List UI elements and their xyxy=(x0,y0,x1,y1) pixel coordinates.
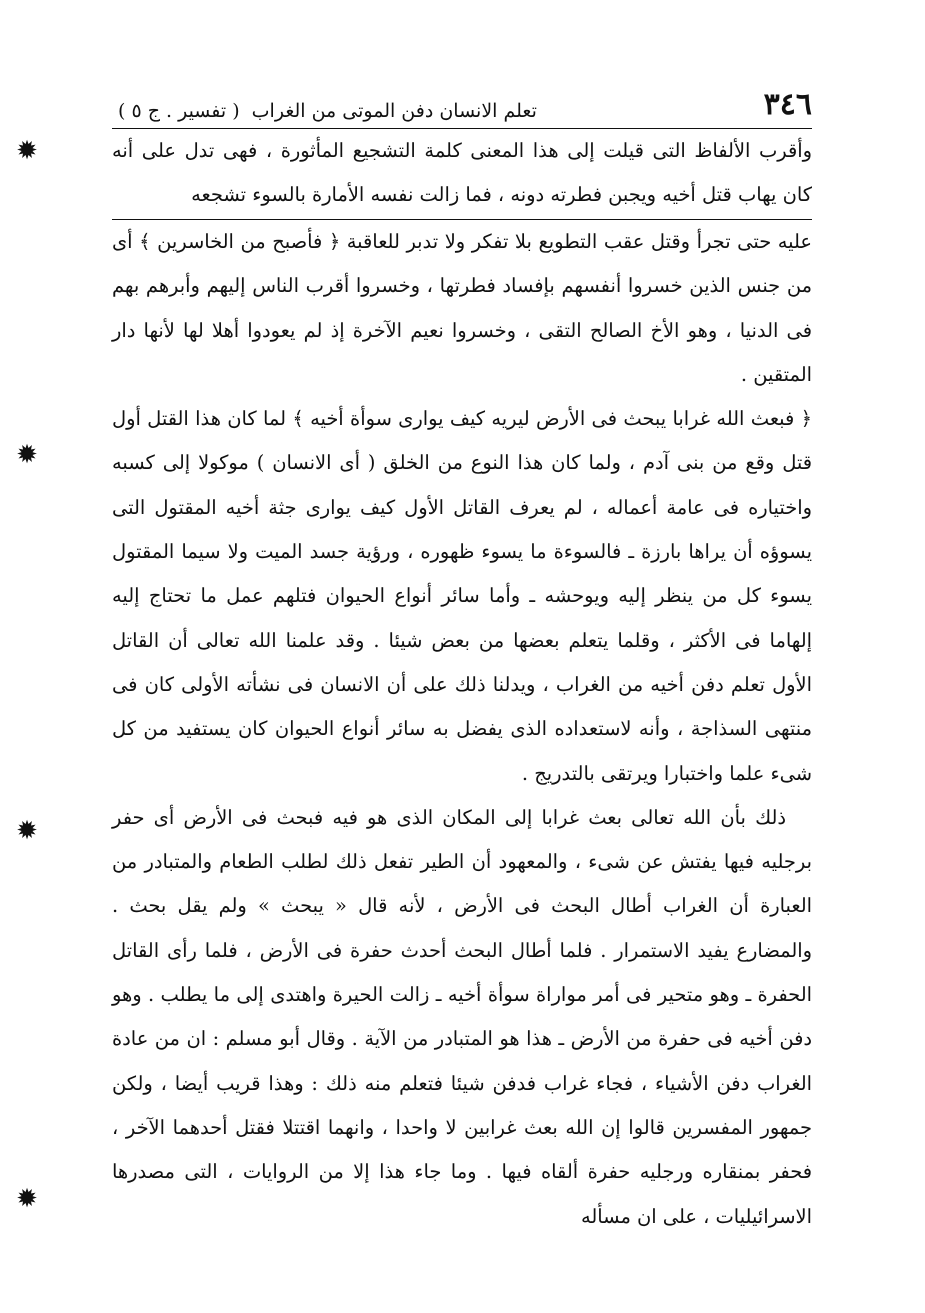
running-header xyxy=(112,80,812,129)
margin-ornament-2: ✹ xyxy=(16,440,38,470)
margin-ornament-1: ✹ xyxy=(16,136,38,166)
page-number: ٣٤٦ xyxy=(763,87,812,122)
volume-label: ( تفسير . ج ٥ ) xyxy=(118,100,240,122)
paragraph-4: ذلك بأن الله تعالى بعث غرابا إلى المكان الذى هو فيه فبحث فى الأرض أى حفر برجليه فيها يفتش عن شىء ، والمعهود أن الطير تفعل ذلك لطلب الطعام والمتبادر من العبارة أن الغراب أطال البحث فى الأرض ، لأنه قال « يبحث » ولم يقل بحث . والمضارع يفيد الاستمرار . فلما أطال البحث أحدث حفرة فى الأرض ، فلما رأى القاتل الحفرة ـ وهو متحير فى أمر مواراة سوأة أخيه ـ زالت الحيرة واهتدى إلى ما يطلب . وهو دفن أخيه فى حفرة من الأرض ـ هذا هو المتبادر من الآية . وقال أبو مسلم : ان من عادة الغراب دفن الأشياء ، فجاء غراب فدفن شيئا فتعلم منه ذلك : وهذا قريب أيضا ، ولكن جمهور المفسرين قالوا إن الله بعث غرابين لا واحدا ، وانهما اقتتلا فقتل أحدهما الآخر ، فحفر بمنقاره ورجليه حفرة ألقاه فيها . وما جاء هذا إلا من الروايات ، التى مصدرها الاسرائيليات ، على ان مسأله xyxy=(112,805,812,1228)
running-title xyxy=(112,100,537,122)
paragraph-1: وأقرب الألفاظ التى قيلت إلى هذا المعنى كلمة التشجيع المأثورة ، فهى تدل على أنه كان يهاب قتل أخيه ويجبن فطرته دونه ، فما زالت نفسه الأمارة بالسوء تشجعه xyxy=(112,139,812,207)
margin-ornament-4: ✹ xyxy=(16,1184,38,1214)
page-body xyxy=(112,80,812,1239)
margin-ornament-3: ✹ xyxy=(16,816,38,846)
chapter-topic: تعلم الانسان دفن الموتى من الغراب xyxy=(251,100,537,122)
paragraph-3: ﴿ فبعث الله غرابا يبحث فى الأرض ليريه كيف يوارى سوأة أخيه ﴾ لما كان هذا القتل أول قتل وقع من بنى آدم ، ولما كان هذا النوع من الخلق ( أى الانسان ) موكولا إلى كسبه واختياره فى عامة أعماله ، لم يعرف القاتل الأول كيف يوارى جثة أخيه المقتول التى يسوؤه أن يراها بارزة ـ فالسوءة ما يسوء ظهوره ، ورؤية جسد الميت ولا سيما المقتول يسوء كل من ينظر إليه ويوحشه ـ وأما سائر أنواع الحيوان فتلهم عمل ما تحتاج إليه إلهاما فى الأكثر ، وقلما يتعلم بعضها من بعض شيئا . وقد علمنا الله تعالى أن القاتل الأول تعلم دفن أخيه من الغراب ، ويدلنا ذلك على أن الانسان فى نشأته الأولى كان فى منتهى السذاجة ، وأنه لاستعداده الذى يفضل به سائر أنواع الحيوان كان يستفيد من كل شىء علما واختبارا ويرتقى بالتدريج . xyxy=(112,407,812,785)
paragraph-2: عليه حتى تجرأ وقتل عقب التطويع بلا تفكر ولا تدبر للعاقبة ﴿ فأصبح من الخاسرين ﴾ أى من جنس الذين خسروا أنفسهم بإفساد فطرتها ، وخسروا أقرب الناس إليهم وأبرهم بهم فى الدنيا ، وهو الأخ الصالح التقى ، وخسروا نعيم الآخرة إذ لم يعودوا أهلا لها لأنها دار المتقين . xyxy=(112,230,812,386)
